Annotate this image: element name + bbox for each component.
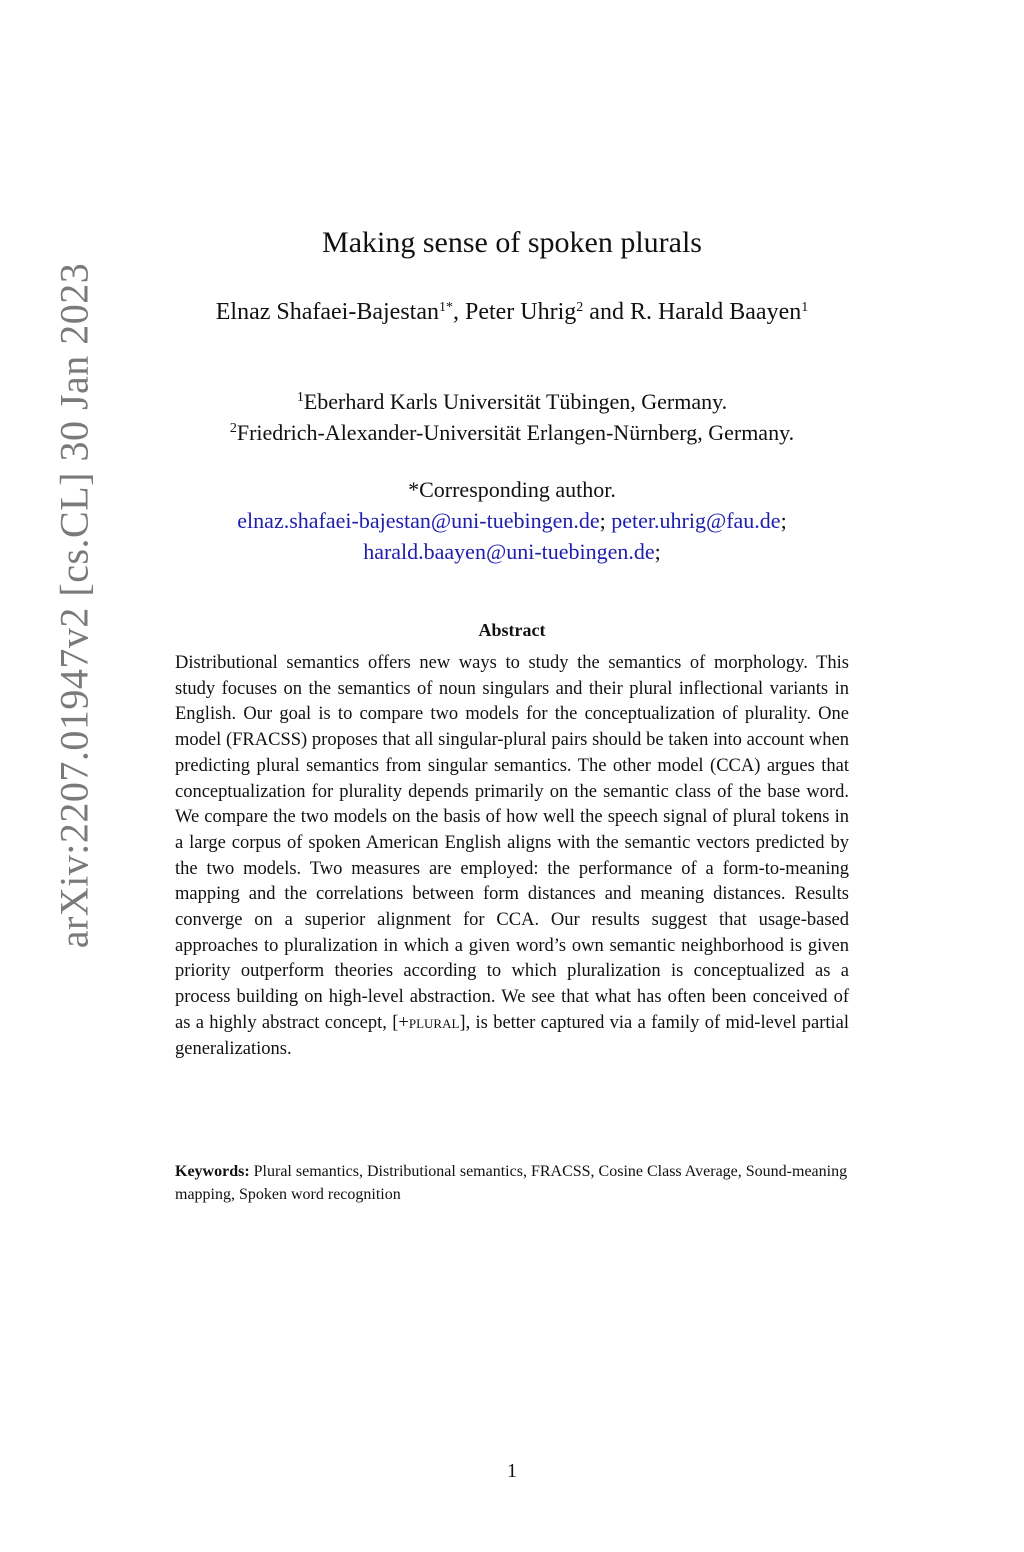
abstract-text-end: ], is better captured via a family of mid-level partial generalizations. [175, 1012, 849, 1059]
arxiv-stamp [49, 190, 99, 1020]
corresponding-author-block [0, 474, 1024, 567]
affiliation-1-mark: 1 [296, 390, 304, 405]
affiliation-list [0, 386, 1024, 448]
keywords-block [175, 1160, 849, 1206]
affiliation-2-text: Friedrich-Alexander-Universität Erlangen-Nürnberg, Germany. [236, 420, 795, 445]
page-number: 1 [507, 1460, 517, 1482]
affiliation-2 [0, 417, 1024, 448]
author-2-name: Peter Uhrig [464, 299, 577, 325]
author-separator-1: , [452, 299, 465, 325]
email-link-3[interactable]: harald.baayen@uni-tuebingen.de [363, 539, 655, 564]
email-separator-3: ; [654, 539, 661, 564]
author-1-name: Elnaz Shafaei-Bajestan [215, 299, 439, 325]
email-link-1[interactable]: elnaz.shafaei-bajestan@uni-tuebingen.de [237, 508, 600, 533]
keywords-label: Keywords: [175, 1163, 250, 1180]
author-2-affiliation-mark: 2 [576, 300, 584, 315]
email-link-2[interactable]: peter.uhrig@fau.de [611, 508, 781, 533]
affiliation-1 [0, 386, 1024, 417]
abstract-feature-plural: +plural [398, 1012, 460, 1033]
email-line-1 [0, 505, 1024, 536]
email-separator-2: ; [780, 508, 787, 533]
author-3-name: R. Harald Baayen [629, 299, 802, 325]
email-separator-1: ; [599, 508, 612, 533]
author-3-affiliation-mark: 1 [801, 300, 809, 315]
paper-title: Making sense of spoken plurals [322, 226, 702, 259]
author-list [170, 296, 854, 328]
email-line-2 [0, 536, 1024, 567]
abstract-heading: Abstract [478, 620, 546, 640]
affiliation-1-text: Eberhard Karls Universität Tübingen, Germany. [303, 389, 728, 414]
keywords-text: Plural semantics, Distributional semantics, FRACSS, Cosine Class Average, Sound-meaning mapping, Spoken word recognition [175, 1163, 848, 1203]
abstract-text-main: Distributional semantics offers new ways to study the semantics of morphology. This study focuses on the semantics of noun singulars and their plural inflectional variants in English. Our goal is to compare two models for the conceptualization of plurality. One model (FRACSS) proposes that all singular-plural pairs should be taken into account when predicting plural semantics from singular semantics. The other model (CCA) argues that conceptualization for plurality depends primarily on the semantic class of the base word. We compare the two models on the basis of how well the speech signal of plural tokens in a large corpus of spoken American English aligns with the semantic vectors predicted by the two models. Two measures are employed: the performance of a form-to-meaning mapping and the correlations between form distances and meaning distances. Results converge on a superior alignment for CCA. Our results suggest that usage-based approaches to pluralization in which a given word’s own semantic neighborhood is given priority outperform theories according to which pluralization is conceptualized as a process building on high-level abstraction. We see that what has often been conceived of as a highly abstract concept, [ [175, 653, 849, 1033]
affiliation-2-mark: 2 [229, 421, 237, 436]
arxiv-stamp-text: arXiv:2207.01947v2 [cs.CL] 30 Jan 2023 [51, 262, 97, 948]
corresponding-author-label: *Corresponding author. [408, 477, 616, 502]
author-1-affiliation-mark: 1* [438, 300, 453, 315]
abstract-body [175, 651, 849, 1062]
author-separator-2: and [583, 299, 630, 325]
